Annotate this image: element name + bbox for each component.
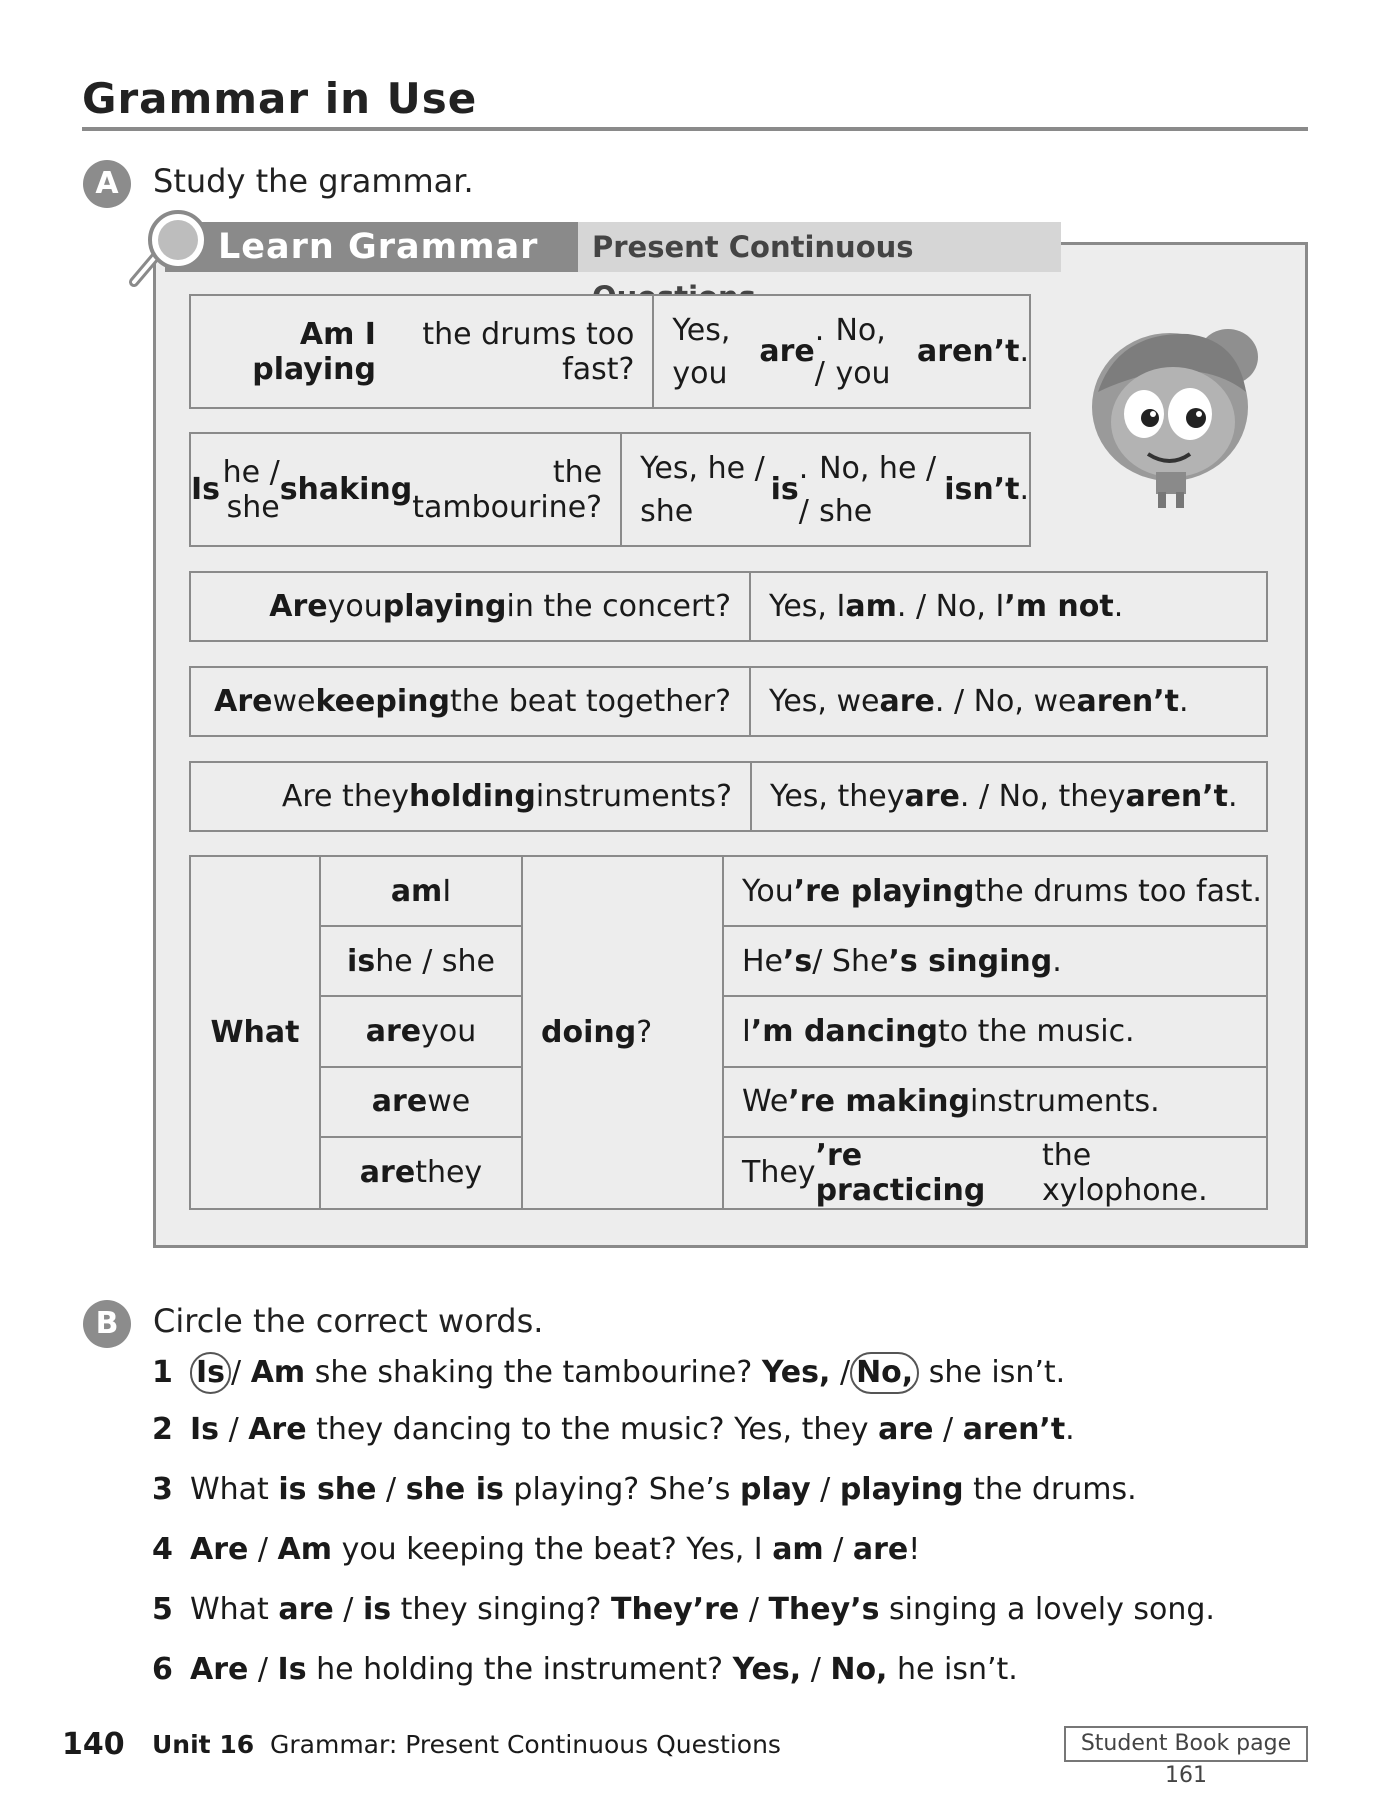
exercise-number: 4 [152,1532,173,1567]
text-run: / [376,1472,406,1507]
grammar-row-1 [189,294,1031,409]
text-run: is [347,943,376,979]
text-run: ! [908,1532,921,1567]
exercise-number: 1 [152,1355,173,1390]
text-run: . / No, I [896,589,1005,624]
circled-answer: No, [850,1352,919,1394]
text-run: Yes, he / she [640,450,765,529]
grammar-row-5 [189,761,1268,832]
text-run: I [442,873,452,909]
exercise-item [152,1352,1065,1394]
text-run: shaking [279,472,413,507]
text-run: ’s singing [888,943,1053,979]
exercise-text [190,1355,1065,1390]
text-run: he holding the instrument? [306,1652,733,1687]
text-run: ’re making [788,1084,970,1120]
text-run: . [1113,589,1124,624]
text-run: . / No, they [959,779,1126,814]
text-run: the tambourine? [412,454,603,525]
wh-answer-cell [724,997,1266,1067]
text-run: Am I playing [252,316,376,387]
text-run: / [219,1412,249,1447]
text-run: we [427,1084,471,1120]
grammar-answer [751,668,1189,735]
student-book-reference: Student Book page 161 [1064,1726,1308,1762]
grammar-answer [622,434,1029,545]
title-divider [82,127,1308,131]
text-run: is [770,472,799,507]
text-run: she isn’t. [919,1355,1066,1390]
text-run: ? [636,1014,653,1050]
text-run: . [1178,684,1189,719]
text-run: are [278,1592,334,1627]
text-run: Yes, [732,1652,802,1687]
text-run: Are they [281,779,410,814]
text-run: she shaking the tambourine? [305,1355,762,1390]
text-run: Is [191,472,221,507]
text-run: / [823,1532,853,1567]
wh-question-table [189,855,1268,1210]
text-run: / [248,1532,278,1567]
text-run: am [772,1532,824,1567]
cartoon-girl-illustration [1078,312,1268,512]
text-run: am [845,589,897,624]
text-run: / [739,1592,769,1627]
wh-verb-cell [321,1138,523,1208]
text-run: holding [409,779,536,814]
text-run: the drums. [963,1472,1137,1507]
text-run: doing [541,1014,637,1050]
text-run: Are [214,684,273,719]
text-run: is she [278,1472,377,1507]
text-run: he / she [222,454,280,525]
text-run: in the concert? [506,589,731,624]
text-run: / [333,1592,363,1627]
text-run: instruments. [969,1084,1160,1120]
text-run: / [801,1652,831,1687]
text-run: / [810,1472,840,1507]
text-run: / [933,1412,963,1447]
exercise-number: 2 [152,1412,173,1447]
circled-answer: Is [190,1352,231,1394]
text-run: are [359,1155,416,1191]
text-run: are [365,1013,422,1049]
text-run: Are [190,1532,249,1567]
grammar-row-3 [189,571,1268,642]
exercise-number: 3 [152,1472,173,1507]
text-run: Yes, [761,1355,831,1390]
learn-grammar-banner: Learn Grammar [165,222,578,272]
grammar-row-2 [189,432,1031,547]
text-run: ’re practicing [815,1137,986,1208]
text-run: the drums too fast. [974,873,1262,909]
text-run: What [190,1592,279,1627]
grammar-question [191,668,751,735]
text-run: the beat together? [449,684,731,719]
wh-verb-cell [321,997,523,1067]
grammar-answer [752,763,1238,830]
unit-label: Unit 16 [152,1730,255,1759]
text-run: the drums too fast? [422,316,635,387]
section-a-badge: A [83,160,131,208]
exercise-text [190,1472,1137,1507]
text-run: We [742,1084,789,1120]
grammar-answer [751,573,1123,640]
page-title: Grammar in Use [82,74,478,123]
text-run: He [742,943,784,979]
text-run: they singing? [391,1592,612,1627]
text-run: aren’t [1076,684,1179,719]
section-b-badge: B [83,1300,131,1348]
exercise-number: 6 [152,1652,173,1687]
text-run: Am [277,1532,333,1567]
text-run: are [371,1084,428,1120]
text-run: playing [382,589,507,624]
text-run: play [739,1472,811,1507]
text-run: keeping [315,684,450,719]
grammar-question [191,296,654,407]
text-run: They’s [768,1592,880,1627]
text-run: aren’t [962,1412,1066,1447]
grammar-question [191,763,752,830]
text-run: . [1019,334,1029,369]
text-run: ’s [783,943,813,979]
wh-verb-cell [321,857,523,927]
text-run: you keeping the beat? Yes, I [332,1532,773,1567]
wh-verb-cell [321,1068,523,1138]
text-run: the xylophone. [1041,1137,1208,1208]
text-run: you [327,589,383,624]
exercise-item [152,1412,1075,1447]
text-run: to the music. [937,1013,1135,1049]
footer-topic: Grammar: Present Continuous Questions [270,1730,781,1759]
text-run: you [421,1013,477,1049]
text-run: . [1065,1412,1075,1447]
text-run: are [904,779,960,814]
text-run: instruments? [535,779,732,814]
text-run: he isn’t. [887,1652,1018,1687]
text-run: he / she [375,943,495,979]
text-run: Are [190,1652,249,1687]
text-run: Yes, you [672,312,731,391]
exercise-item [152,1592,1215,1627]
text-run: are [878,1412,934,1447]
exercise-item [152,1652,1018,1687]
text-run: . [1019,472,1030,507]
text-run: Am [250,1355,306,1390]
section-b-instruction: Circle the correct words. [153,1302,544,1340]
text-run: I [742,1013,751,1049]
text-run: ’m not [1004,589,1114,624]
text-run: . / [814,312,825,391]
text-run: . / No, we [934,684,1077,719]
text-run: Is [277,1652,307,1687]
text-run: Are [269,589,328,624]
text-run: No, you [835,312,891,391]
wh-answer-cell [724,1138,1266,1208]
text-run: ’m dancing [750,1013,938,1049]
text-run: / [830,1355,851,1390]
text-run: they [415,1155,483,1191]
grammar-question [191,434,622,545]
text-run: playing [839,1472,964,1507]
text-run: No, [830,1652,888,1687]
text-run: am [390,873,443,909]
wh-answer-cell [724,1068,1266,1138]
text-run: isn’t [944,472,1020,507]
text-run: Is [190,1412,220,1447]
text-run: / She [812,943,889,979]
text-run: Yes, they [770,779,905,814]
text-run: playing? She’s [503,1472,740,1507]
text-run: . / [798,450,809,529]
text-run: They [742,1155,816,1191]
text-run: she is [405,1472,504,1507]
wh-verb-cell [321,927,523,997]
text-run: ’re playing [793,873,975,909]
text-run: / [248,1652,278,1687]
exercise-text [190,1532,920,1567]
text-run: . [1052,943,1062,979]
grammar-topic-label: Present Continuous [578,222,1061,272]
text-run: aren’t [916,334,1020,369]
exercise-number: 5 [152,1592,173,1627]
text-run: / [231,1355,251,1390]
text-run: What [190,1472,279,1507]
exercise-text [190,1412,1075,1447]
exercise-item [152,1472,1137,1507]
wh-answer-cell [724,857,1266,927]
text-run: They’re [611,1592,740,1627]
text-run: You [742,873,794,909]
text-run: aren’t [1125,779,1228,814]
exercise-text [190,1652,1018,1687]
grammar-answer [654,296,1029,407]
grammar-question [191,573,751,640]
page-number: 140 [62,1727,125,1762]
text-run: they dancing to the music? Yes, they [306,1412,879,1447]
text-run: Yes, we [769,684,880,719]
text-run: is [362,1592,392,1627]
magnifier-icon [126,206,212,292]
wh-what-cell: What [191,857,321,1208]
text-run: singing a lovely song. [879,1592,1215,1627]
wh-doing-cell [523,857,724,1208]
text-run: we [272,684,316,719]
text-run: No, he / she [819,450,937,529]
section-a-instruction: Study the grammar. [153,162,474,200]
text-run: are [852,1532,909,1567]
grammar-row-4 [189,666,1268,737]
text-run: are [879,684,935,719]
exercise-item [152,1532,920,1567]
text-run: Yes, I [769,589,846,624]
text-run: . [1227,779,1238,814]
text-run: are [759,334,815,369]
exercise-text [190,1592,1215,1627]
wh-answer-cell [724,927,1266,997]
text-run: Are [248,1412,307,1447]
